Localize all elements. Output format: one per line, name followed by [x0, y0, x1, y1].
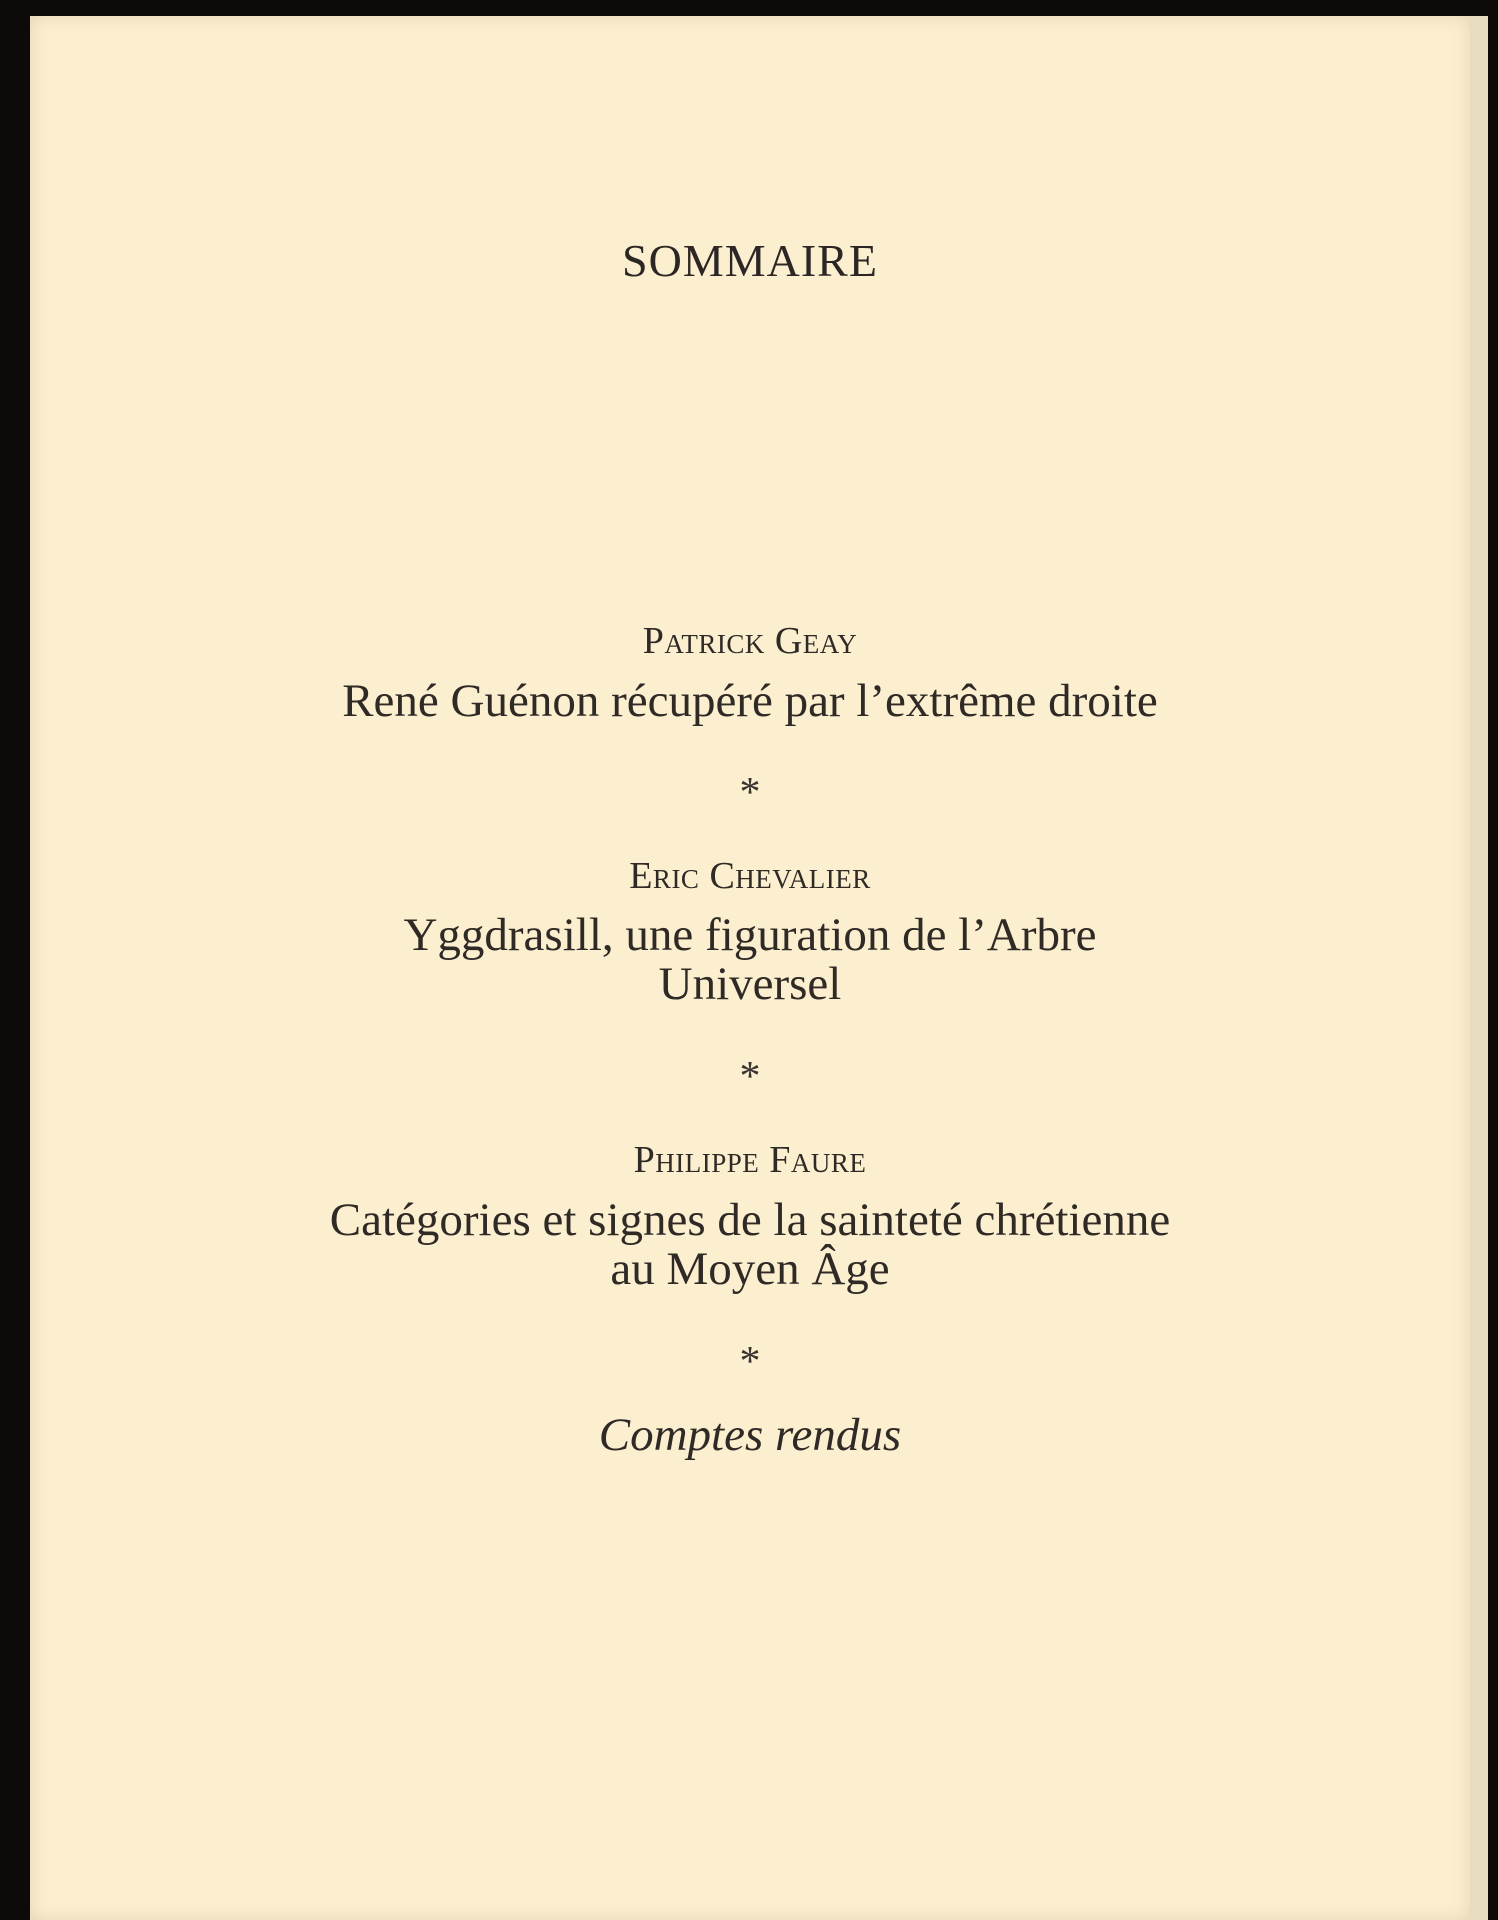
entry-1-author: Patrick Geay — [642, 620, 858, 662]
entry-1-title-line-1: René Guénon récupéré par l’extrême droite — [342, 675, 1158, 727]
entry-3-title — [30, 1196, 1470, 1294]
separator-2: * — [739, 1054, 761, 1100]
entry-1-title — [30, 677, 1470, 726]
separator-3: * — [739, 1339, 761, 1385]
separator-1: * — [739, 770, 761, 816]
entry-2-title-line-1: Yggdrasill, une figuration de l’Arbre — [403, 909, 1097, 961]
entry-2-author: Eric Chevalier — [629, 855, 871, 897]
entry-2-title — [30, 911, 1470, 1009]
page-title: SOMMAIRE — [622, 235, 878, 286]
entry-3-title-line-1: Catégories et signes de la sainteté chrétienne — [329, 1194, 1171, 1246]
reviews-heading: Comptes rendus — [598, 1409, 902, 1461]
entry-3-title-line-2: au Moyen Âge — [610, 1243, 890, 1295]
entry-2-title-line-2: Universel — [658, 958, 842, 1010]
contents-page — [30, 16, 1488, 1920]
entry-3-author: Philippe Faure — [633, 1139, 867, 1181]
